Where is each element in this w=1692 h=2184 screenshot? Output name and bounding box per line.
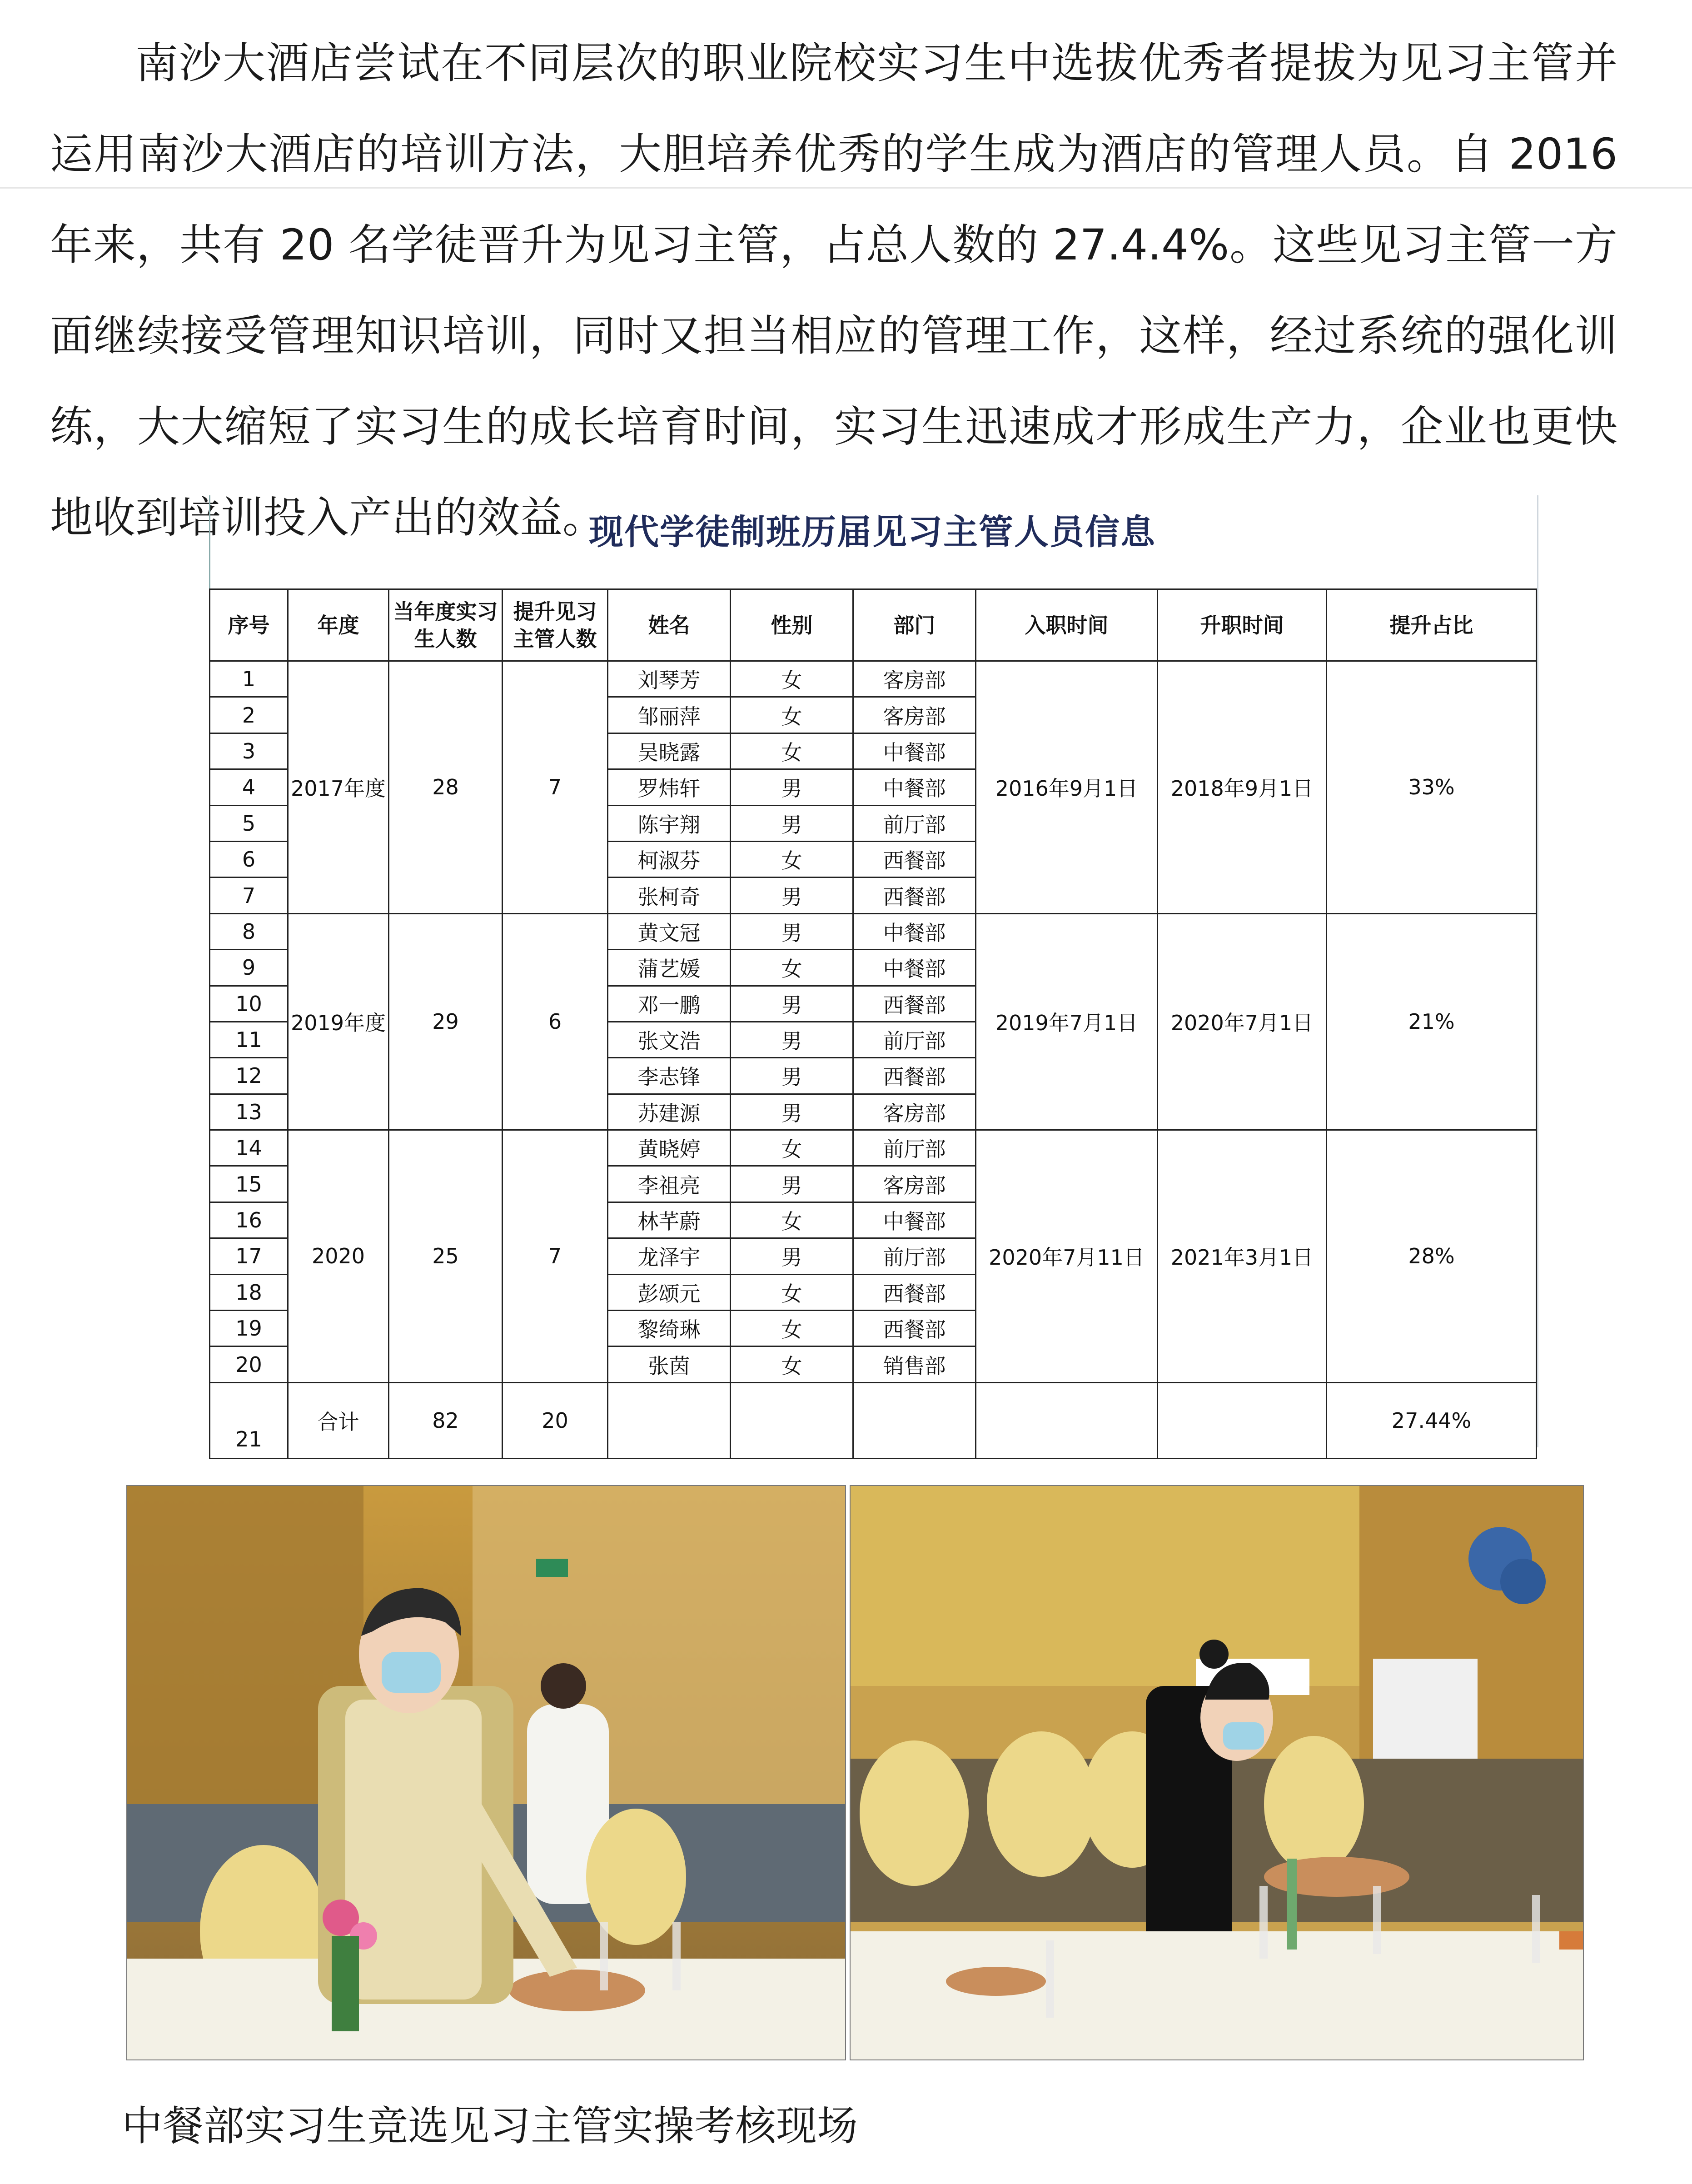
cell-no: 11 — [210, 1022, 288, 1057]
cell-dept: 前厅部 — [853, 1130, 976, 1166]
scan-edge-line — [0, 187, 1692, 189]
cell-dept: 西餐部 — [853, 841, 976, 877]
cell-gender: 女 — [731, 1130, 853, 1166]
cell-gender: 男 — [731, 1022, 853, 1057]
total-label: 合计 — [288, 1382, 389, 1458]
cell-year: 2019年度 — [288, 913, 389, 1130]
total-row — [210, 1382, 1537, 1458]
cell-gender: 男 — [731, 986, 853, 1022]
cell-dept: 中餐部 — [853, 913, 976, 949]
cell-no: 3 — [210, 733, 288, 769]
header-hired: 入职时间 — [976, 589, 1158, 661]
cell-gender: 女 — [731, 841, 853, 877]
cell-promoted: 6 — [503, 913, 608, 1130]
cell-year: 2017年度 — [288, 661, 389, 914]
header-gender: 性别 — [731, 589, 853, 661]
cell-name: 罗炜轩 — [608, 769, 731, 805]
header-name: 姓名 — [608, 589, 731, 661]
table-row — [210, 1130, 1537, 1166]
cell-hired-date: 2020年7月11日 — [976, 1130, 1158, 1383]
table-row — [210, 661, 1537, 697]
cell-gender: 男 — [731, 878, 853, 913]
cell-gender: 女 — [731, 733, 853, 769]
cell-name: 张文浩 — [608, 1022, 731, 1057]
intern-table-block — [209, 495, 1536, 1451]
header-dept: 部门 — [853, 589, 976, 661]
photo-caption: 中餐部实习生竞选见习主管实操考核现场 — [122, 2102, 858, 2150]
cell-name: 刘琴芳 — [608, 661, 731, 697]
intro-paragraph — [50, 18, 1617, 563]
cell-dept: 销售部 — [853, 1346, 976, 1382]
cell-dept: 前厅部 — [853, 1238, 976, 1274]
cell-no: 4 — [210, 769, 288, 805]
cell-gender: 女 — [731, 950, 853, 986]
cell-name: 彭颂元 — [608, 1274, 731, 1310]
cell-name: 林芊蔚 — [608, 1202, 731, 1238]
cell-name: 龙泽宇 — [608, 1238, 731, 1274]
cell-hired-date: 2016年9月1日 — [976, 661, 1158, 914]
total-interns: 82 — [389, 1382, 503, 1458]
cell-promoted-date: 2018年9月1日 — [1158, 661, 1327, 914]
cell-name: 吴晓露 — [608, 733, 731, 769]
cell-hired-date: 2019年7月1日 — [976, 913, 1158, 1130]
header-no: 序号 — [210, 589, 288, 661]
total-empty-cell — [1158, 1382, 1327, 1458]
cell-dept: 客房部 — [853, 1166, 976, 1202]
cell-gender: 女 — [731, 697, 853, 733]
header-promoted: 提升见习主管人数 — [503, 589, 608, 661]
cell-ratio: 28% — [1327, 1130, 1537, 1383]
photo-right — [850, 1485, 1584, 2060]
cell-no: 9 — [210, 950, 288, 986]
intern-supervisor-table — [209, 588, 1537, 1459]
cell-no: 6 — [210, 841, 288, 877]
table-header-row — [210, 589, 1537, 661]
cell-gender: 男 — [731, 913, 853, 949]
cell-promoted: 7 — [503, 1130, 608, 1383]
cell-no: 16 — [210, 1202, 288, 1238]
cell-no: 14 — [210, 1130, 288, 1166]
cell-dept: 西餐部 — [853, 986, 976, 1022]
cell-name: 苏建源 — [608, 1094, 731, 1130]
cell-gender: 男 — [731, 1094, 853, 1130]
cell-interns: 29 — [389, 913, 503, 1130]
cell-gender: 男 — [731, 805, 853, 841]
table-body — [210, 661, 1537, 1459]
cell-gender: 男 — [731, 1166, 853, 1202]
cell-name: 黄晓婷 — [608, 1130, 731, 1166]
cell-dept: 西餐部 — [853, 878, 976, 913]
cell-no: 7 — [210, 878, 288, 913]
cell-dept: 中餐部 — [853, 1202, 976, 1238]
cell-interns: 28 — [389, 661, 503, 914]
cell-promoted-date: 2021年3月1日 — [1158, 1130, 1327, 1383]
cell-dept: 中餐部 — [853, 950, 976, 986]
cell-promoted-date: 2020年7月1日 — [1158, 913, 1327, 1130]
cell-gender: 女 — [731, 1346, 853, 1382]
cell-gender: 女 — [731, 1274, 853, 1310]
cell-no: 15 — [210, 1166, 288, 1202]
table-row — [210, 913, 1537, 949]
cell-ratio: 21% — [1327, 913, 1537, 1130]
cell-name: 蒲艺媛 — [608, 950, 731, 986]
cell-gender: 男 — [731, 1058, 853, 1094]
cell-dept: 中餐部 — [853, 733, 976, 769]
cell-name: 黄文冠 — [608, 913, 731, 949]
table-title: 现代学徒制班历届见习主管人员信息 — [589, 512, 1156, 552]
cell-gender: 男 — [731, 1238, 853, 1274]
header-promoted-date: 升职时间 — [1158, 589, 1327, 661]
cell-dept: 西餐部 — [853, 1311, 976, 1346]
total-empty-cell — [976, 1382, 1158, 1458]
header-year: 年度 — [288, 589, 389, 661]
cell-name: 柯淑芬 — [608, 841, 731, 877]
photo-left-illustration — [127, 1486, 845, 2059]
cell-dept: 西餐部 — [853, 1058, 976, 1094]
cell-interns: 25 — [389, 1130, 503, 1383]
cell-no: 5 — [210, 805, 288, 841]
cell-no: 8 — [210, 913, 288, 949]
cell-dept: 中餐部 — [853, 769, 976, 805]
cell-gender: 男 — [731, 769, 853, 805]
cell-name: 陈宇翔 — [608, 805, 731, 841]
cell-dept: 前厅部 — [853, 805, 976, 841]
cell-dept: 前厅部 — [853, 1022, 976, 1057]
cell-dept: 西餐部 — [853, 1274, 976, 1310]
cell-ratio: 33% — [1327, 661, 1537, 914]
cell-dept: 客房部 — [853, 1094, 976, 1130]
photo-right-illustration — [851, 1486, 1583, 2059]
cell-dept: 客房部 — [853, 697, 976, 733]
cell-no: 19 — [210, 1311, 288, 1346]
total-empty-cell — [608, 1382, 731, 1458]
cell-gender: 女 — [731, 1202, 853, 1238]
cell-name: 黎绮琳 — [608, 1311, 731, 1346]
cell-name: 邓一鹏 — [608, 986, 731, 1022]
cell-no: 18 — [210, 1274, 288, 1310]
cell-no: 12 — [210, 1058, 288, 1094]
cell-gender: 女 — [731, 1311, 853, 1346]
header-ratio: 提升占比 — [1327, 589, 1537, 661]
cell-no: 13 — [210, 1094, 288, 1130]
total-promoted: 20 — [503, 1382, 608, 1458]
cell-promoted: 7 — [503, 661, 608, 914]
cell-name: 李志锋 — [608, 1058, 731, 1094]
total-empty-cell — [853, 1382, 976, 1458]
cell-name: 张茵 — [608, 1346, 731, 1382]
total-empty-cell — [731, 1382, 853, 1458]
cell-name: 张柯奇 — [608, 878, 731, 913]
total-no: 21 — [210, 1382, 288, 1458]
cell-no: 10 — [210, 986, 288, 1022]
total-ratio: 27.44% — [1327, 1382, 1537, 1458]
cell-name: 李祖亮 — [608, 1166, 731, 1202]
cell-gender: 女 — [731, 661, 853, 697]
cell-no: 2 — [210, 697, 288, 733]
photo-left — [126, 1485, 846, 2060]
cell-no: 17 — [210, 1238, 288, 1274]
cell-dept: 客房部 — [853, 661, 976, 697]
intro-paragraph-text: 南沙大酒店尝试在不同层次的职业院校实习生中选拔优秀者提拔为见习主管并运用南沙大酒店的培训方法，大胆培养优秀的学生成为酒店的管理人员。自 2016 年来，共有 20 名学徒晋升为见习主管，占总人数的 27.4.4%。这些见习主管一方面继续接受管理知识培训，同时又担当相应的管理工作，这样，经过系统的强化训练，大大缩短了实习生的成长培育时间，实习生迅速成才形成生产力，企业也更快地收到培训投入产出的效益。 — [50, 39, 1617, 543]
cell-year: 2020 — [288, 1130, 389, 1383]
cell-no: 1 — [210, 661, 288, 697]
header-interns: 当年度实习生人数 — [389, 589, 503, 661]
cell-no: 20 — [210, 1346, 288, 1382]
cell-name: 邹丽萍 — [608, 697, 731, 733]
